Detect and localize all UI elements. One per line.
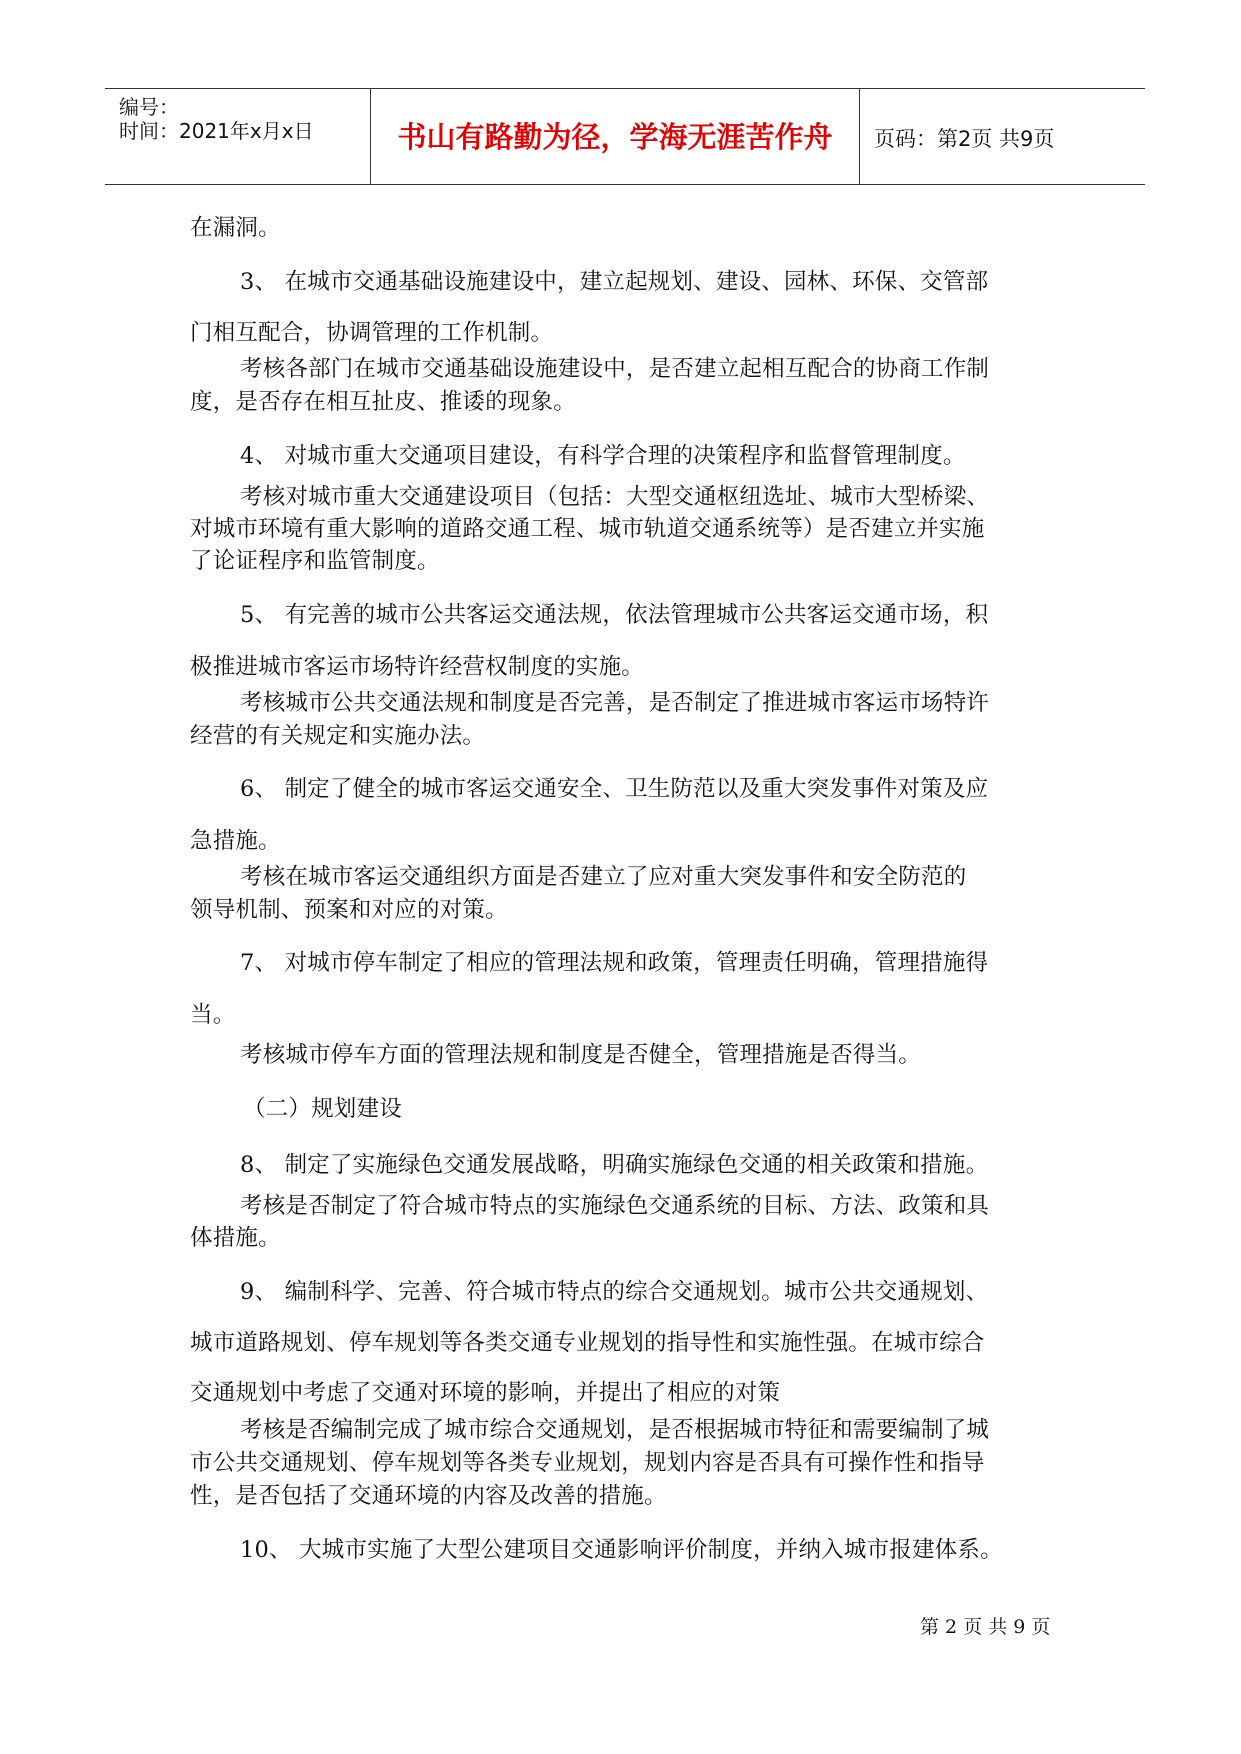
body-line: 急措施。 (190, 828, 281, 854)
body-line: 8、 制定了实施绿色交通发展战略，明确实施绿色交通的相关政策和措施。 (240, 1152, 989, 1178)
document-time: 时间：2021年x月x日 (119, 119, 314, 143)
body-line: 7、 对城市停车制定了相应的管理法规和政策，管理责任明确，管理措施得 (240, 950, 989, 976)
body-line: 经营的有关规定和实施办法。 (190, 723, 486, 749)
body-line: 考核城市停车方面的管理法规和制度是否健全，管理措施是否得当。 (240, 1042, 922, 1068)
body-line: 考核是否制定了符合城市特点的实施绿色交通系统的目标、方法、政策和具 (240, 1193, 990, 1219)
body-line: 领导机制、预案和对应的对策。 (190, 897, 508, 923)
header-motto-cell (370, 89, 860, 184)
body-line: 考核各部门在城市交通基础设施建设中，是否建立起相互配合的协商工作制 (240, 356, 990, 382)
body-line: 考核在城市客运交通组织方面是否建立了应对重大突发事件和安全防范的 (240, 864, 967, 890)
body-line: 考核是否编制完成了城市综合交通规划，是否根据城市特征和需要编制了城 (240, 1417, 990, 1443)
body-line: 城市道路规划、停车规划等各类交通专业规划的指导性和实施性强。在城市综合 (190, 1330, 985, 1356)
section-heading: （二）规划建设 (243, 1096, 402, 1122)
document-number-label: 编号： (119, 95, 179, 119)
body-line: 市公共交通规划、停车规划等各类专业规划，规划内容是否具有可操作性和指导 (190, 1450, 985, 1476)
body-line: 性，是否包括了交通环境的内容及改善的措施。 (190, 1483, 667, 1509)
body-line: 体措施。 (190, 1225, 281, 1251)
body-line: 极推进城市客运市场特许经营权制度的实施。 (190, 654, 645, 680)
body-line: 在漏洞。 (190, 215, 281, 241)
body-line: 了论证程序和监管制度。 (190, 548, 440, 574)
body-line: 交通规划中考虑了交通对环境的影响，并提出了相应的对策 (190, 1380, 781, 1406)
body-line: 6、 制定了健全的城市客运交通安全、卫生防范以及重大突发事件对策及应 (240, 776, 989, 802)
body-line: 5、 有完善的城市公共客运交通法规，依法管理城市公共客运交通市场，积 (240, 602, 989, 628)
page-header (105, 88, 1145, 185)
header-info-cell (105, 89, 370, 184)
body-line: 度，是否存在相互扯皮、推诿的现象。 (190, 389, 576, 415)
body-line: 考核城市公共交通法规和制度是否完善，是否制定了推进城市客运市场特许 (240, 690, 990, 716)
body-line: 门相互配合，协调管理的工作机制。 (190, 320, 554, 346)
header-page-cell (860, 89, 1145, 184)
body-line: 考核对城市重大交通建设项目（包括：大型交通枢纽选址、城市大型桥梁、 (240, 484, 990, 510)
body-line: 当。 (190, 1002, 236, 1028)
header-motto: 书山有路勤为径，学海无涯苦作舟 (397, 120, 833, 154)
body-line: 3、 在城市交通基础设施建设中，建立起规划、建设、园林、环保、交管部 (240, 269, 989, 295)
page-footer: 第 2 页 共 9 页 (920, 1616, 1051, 1638)
body-line: 9、 编制科学、完善、符合城市特点的综合交通规划。城市公共交通规划、 (240, 1279, 989, 1305)
body-line: 10、 大城市实施了大型公建项目交通影响评价制度，并纳入城市报建体系。 (240, 1537, 1003, 1563)
header-page-code: 页码：第2页 共9页 (874, 127, 1055, 151)
body-line: 对城市环境有重大影响的道路交通工程、城市轨道交通系统等）是否建立并实施 (190, 516, 985, 542)
body-line: 4、 对城市重大交通项目建设，有科学合理的决策程序和监督管理制度。 (240, 443, 966, 469)
